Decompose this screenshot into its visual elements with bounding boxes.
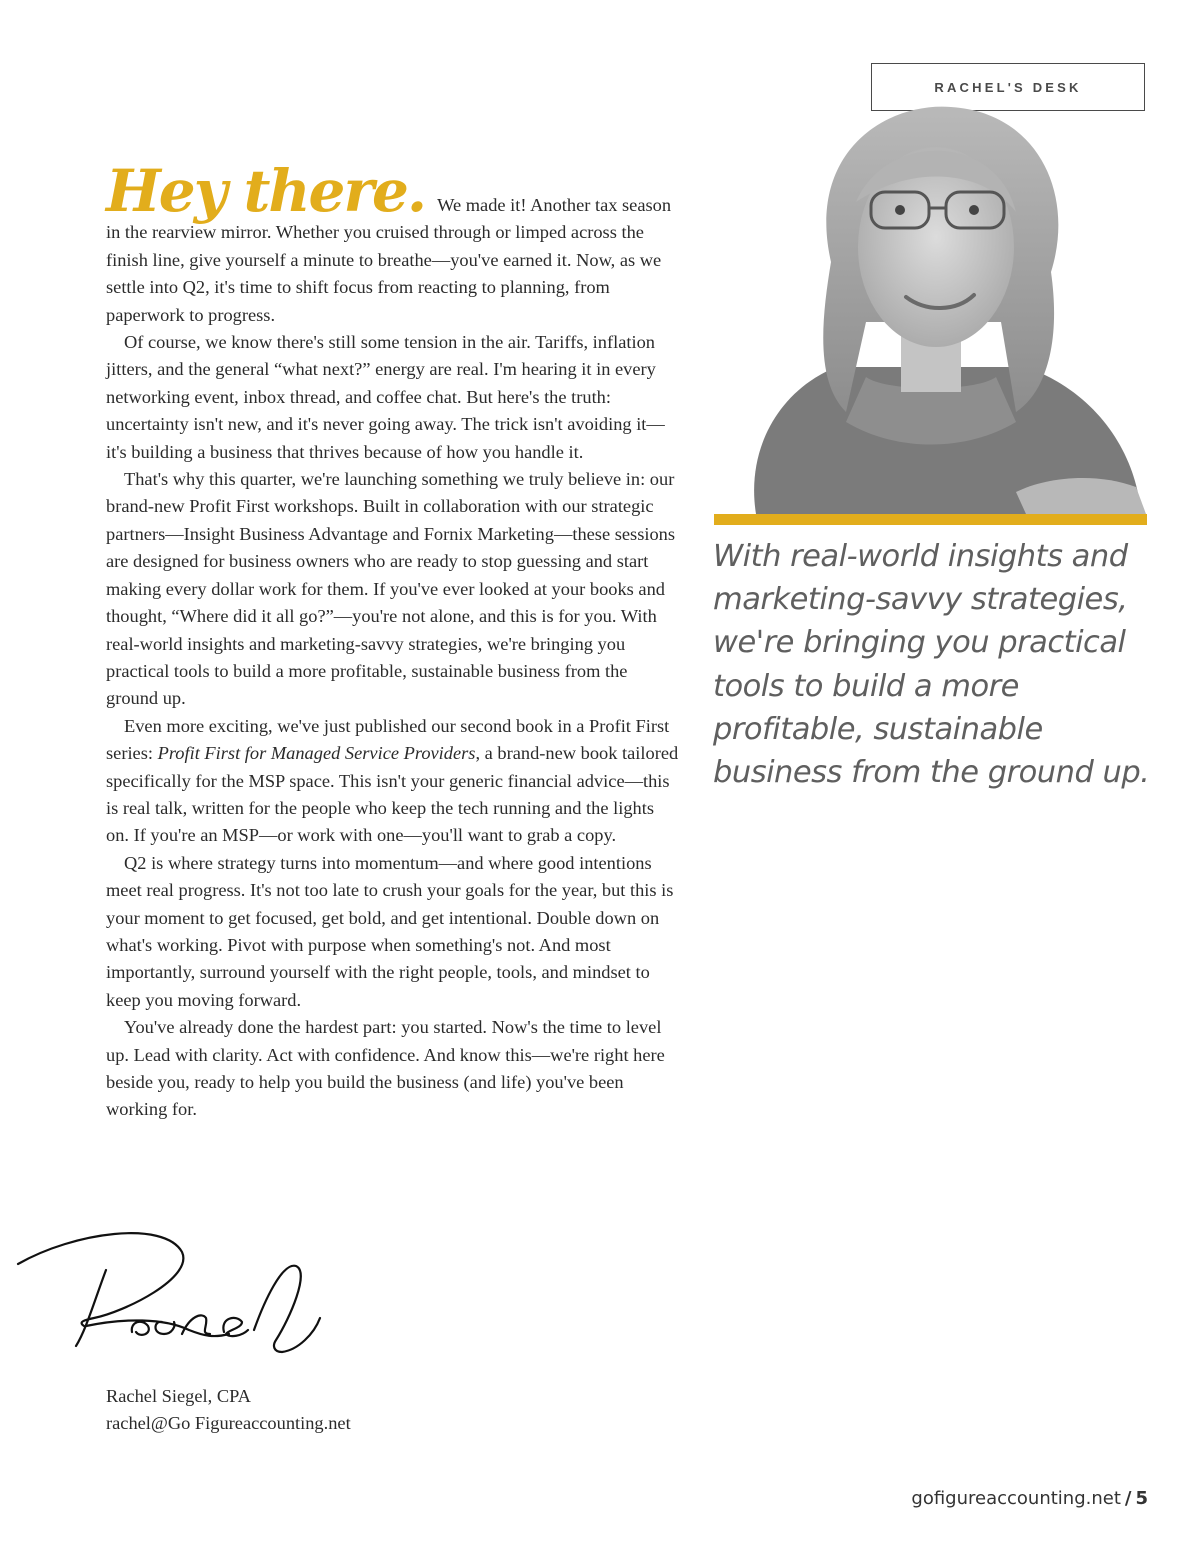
author-name: Rachel Siegel, CPA bbox=[106, 1386, 251, 1406]
page-footer bbox=[911, 1488, 1148, 1509]
paragraph-1 bbox=[106, 157, 681, 329]
paragraph-2: Of course, we know there's still some tension in the air. Tariffs, inflation jitters, and the general “what next?” energy are real. I'm hearing it in every networking event, inbox thread, and coffee chat. But here's the truth: uncertainty isn't new, and it's never going away. The trick isn't avoiding it—it's building a business that thrives because of how you handle it. bbox=[106, 332, 665, 462]
paragraph-3: That's why this quarter, we're launching something we truly believe in: our brand-new Profit First workshops. Built in collaboration with our strategic partners—Insight Business Advantage and Fornix Marketing—these sessions are designed for business owners who are ready to stop guessing and start making every dollar work for them. If you've ever looked at your books and thought, “Where did it all go?”—you're not alone, and this is for you. With real-world insights and marketing-savvy strategies, we're bringing you practical tools to build a more profitable, sustainable business from the ground up. bbox=[106, 469, 676, 709]
author-email[interactable]: rachel@Go Figureaccounting.net bbox=[106, 1413, 351, 1434]
paragraph-4-after: , a brand-new book tailored specifically for the MSP space. This isn't your generic financial advice—this is real talk, written for the people who keep the tech running and the lights on. If you're an MSP—or work with one—you'll want to grab a copy. bbox=[106, 743, 679, 846]
photo-accent-rule bbox=[714, 514, 1147, 525]
paragraph-6: You've already done the hardest part: you started. Now's the time to level up. Lead with clarity. Act with confidence. And know this—we're right here beside you, ready to help you build the business (and life) you've been working for. bbox=[106, 1017, 665, 1120]
author-photo bbox=[716, 92, 1146, 514]
paragraph-1-text: We made it! Another tax season in the rearview mirror. Whether you cruised through or limped across the finish line, give yourself a minute to breathe—you've earned it. Now, as we settle into Q2, it's time to shift focus from reacting to planning, from paperwork to progress. bbox=[106, 195, 672, 325]
footer-separator: / bbox=[1124, 1488, 1132, 1509]
paragraph-5: Q2 is where strategy turns into momentum—and where good intentions meet real progress. It's not too late to crush your goals for the year, but this is your moment to get focused, get bold, and get intentional. Double down on what's working. Pivot with purpose when something's not. And most importantly, surround yourself with the right people, tools, and mindset to keep you moving forward. bbox=[106, 852, 674, 1010]
author-portrait-image bbox=[716, 92, 1146, 514]
pull-quote: With real-world insights and marketing-savvy strategies, we're bringing you practical tools to build a more profitable, sustainable business from the ground up. bbox=[713, 539, 1150, 791]
author-signature-block bbox=[106, 1383, 351, 1438]
paragraph-4 bbox=[106, 713, 681, 850]
letter-body bbox=[106, 157, 681, 1124]
section-tag-label: RACHEL'S DESK bbox=[934, 79, 1082, 95]
page-number: 5 bbox=[1135, 1488, 1148, 1509]
headline-lead: Hey there. bbox=[106, 157, 426, 225]
book-title: Profit First for Managed Service Providers bbox=[157, 743, 476, 764]
paragraph-4-before: Even more exciting, we've just published our second book in a Profit First series: bbox=[106, 715, 670, 764]
handwritten-signature bbox=[14, 1222, 334, 1362]
footer-site[interactable]: gofigureaccounting.net bbox=[911, 1488, 1121, 1509]
